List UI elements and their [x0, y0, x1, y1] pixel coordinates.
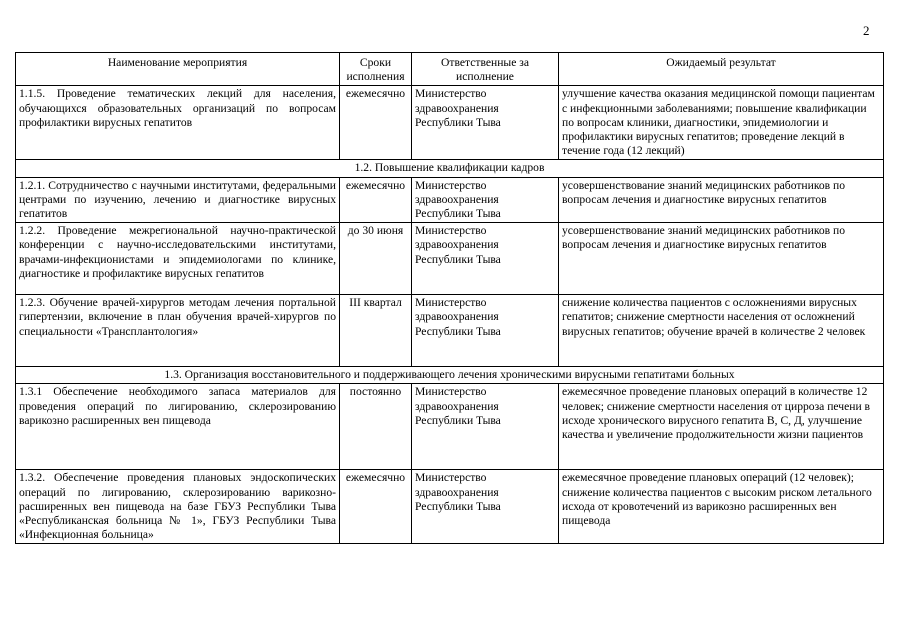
table-row [16, 86, 884, 160]
page-number: 2 [863, 23, 870, 38]
cell-name: 1.2.1. Сотрудничество с научными институтами, федеральными центрами по изучению, лечению и диагностике вирусных гепатитов [16, 177, 340, 223]
cell-responsible: Министерство здравоохранения Республики Тыва [412, 86, 559, 160]
header-name: Наименование мероприятия [16, 53, 340, 86]
cell-name: 1.3.2. Обеспечение проведения плановых эндоскопических операций по лигированию, склерозированию варикозно-расширенных вен пищевода на базе ГБУЗ Республики Тыва «Республиканская больница № 1», ГБУЗ Республики Тыва «Инфекционная больница» [16, 470, 340, 544]
table-row [16, 470, 884, 544]
cell-responsible: Министерство здравоохранения Республики Тыва [412, 470, 559, 544]
section-row [16, 367, 884, 384]
header-result: Ожидаемый результат [559, 53, 884, 86]
cell-responsible: Министерство здравоохранения Республики Тыва [412, 295, 559, 367]
activities-table [15, 52, 884, 544]
cell-result: улучшение качества оказания медицинской помощи пациентам с инфекционными заболеваниями; повышение квалификации по вопросам клиники, диагностики, эпидемиологии и профилактики вирусных гепатитов; проведение лекций в течение года (12 лекций) [559, 86, 884, 160]
cell-term: ежемесячно [340, 86, 412, 160]
table-row [16, 177, 884, 223]
cell-name: 1.3.1 Обеспечение необходимого запаса материалов для проведения операций по лигированию, склерозированию варикозно расширенных вен пищевода [16, 384, 340, 470]
table-row [16, 223, 884, 295]
table-header-row [16, 53, 884, 86]
cell-result: ежемесячное проведение плановых операций в количестве 12 человек; снижение смертности населения от цирроза печени в исходе хронического вирусного гепатита В, С, Д, улучшение качества и увеличение продолжительности жизни пациентов [559, 384, 884, 470]
table-row [16, 384, 884, 470]
header-term: Сроки исполнения [340, 53, 412, 86]
cell-result: усовершенствование знаний медицинских работников по вопросам лечения и диагностике вирусных гепатитов [559, 177, 884, 223]
cell-responsible: Министерство здравоохранения Республики Тыва [412, 177, 559, 223]
section-title: 1.3. Организация восстановительного и поддерживающего лечения хроническими вирусными гепатитами больных [16, 367, 884, 384]
cell-name: 1.2.3. Обучение врачей-хирургов методам лечения портальной гипертензии, включение в план обучения врачей-хирургов по специальности «Трансплантология» [16, 295, 340, 367]
cell-responsible: Министерство здравоохранения Республики Тыва [412, 384, 559, 470]
cell-term: постоянно [340, 384, 412, 470]
cell-term: ежемесячно [340, 177, 412, 223]
cell-responsible: Министерство здравоохранения Республики Тыва [412, 223, 559, 295]
cell-result: ежемесячное проведение плановых операций (12 человек); снижение количества пациентов с высоким риском летального исхода от кровотечений из варикозно расширенных вен пищевода [559, 470, 884, 544]
cell-result: снижение количества пациентов с осложнениями вирусных гепатитов; снижение смертности населения от осложнений вирусных гепатитов; обучение врачей в количестве 2 человек [559, 295, 884, 367]
cell-name: 1.2.2. Проведение межрегиональной научно-практической конференции с научно-исследовательскими институтами, врачами-инфекционистами и эпидемиологами по клинике, диагностике и профилактике вирусных гепатитов [16, 223, 340, 295]
cell-term: III квартал [340, 295, 412, 367]
section-row [16, 160, 884, 177]
cell-term: до 30 июня [340, 223, 412, 295]
cell-name: 1.1.5. Проведение тематических лекций для населения, обучающихся образовательных организаций по вопросам профилактики вирусных гепатитов [16, 86, 340, 160]
section-title: 1.2. Повышение квалификации кадров [16, 160, 884, 177]
cell-result: усовершенствование знаний медицинских работников по вопросам лечения и диагностике вирусных гепатитов [559, 223, 884, 295]
cell-term: ежемесячно [340, 470, 412, 544]
table-row [16, 295, 884, 367]
header-responsible: Ответственные за исполнение [412, 53, 559, 86]
